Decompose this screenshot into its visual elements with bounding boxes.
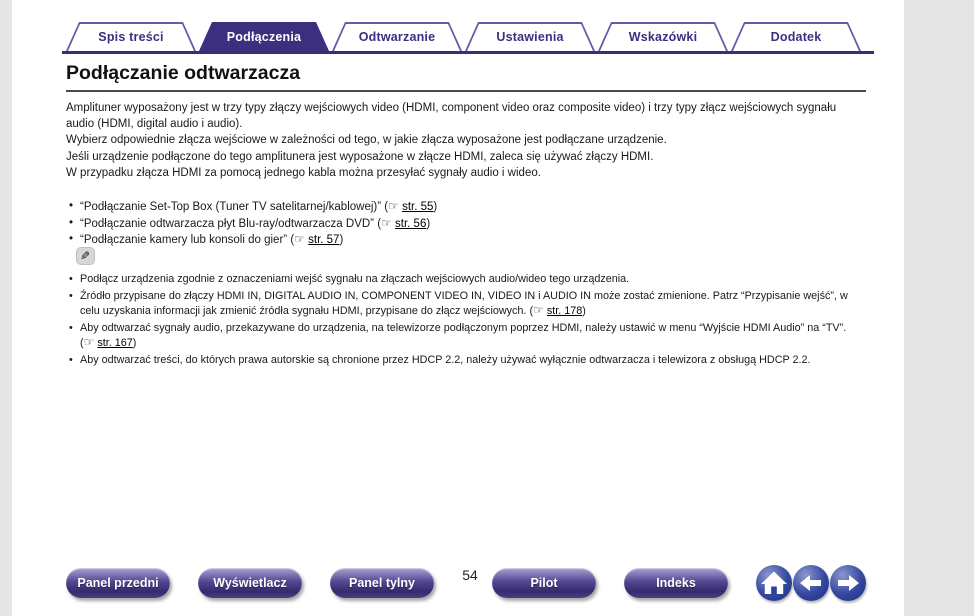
index-button[interactable]: Indeks — [624, 568, 728, 598]
note-pencil-icon — [76, 247, 95, 265]
paren: ) — [339, 234, 344, 246]
tab-label: Dodatek — [770, 29, 822, 44]
pointing-hand-icon: ☞ — [381, 215, 392, 230]
notes-list — [68, 272, 868, 369]
page-title: Podłączanie odtwarzacza — [66, 62, 301, 84]
paren: ) — [433, 201, 438, 213]
remote-button[interactable]: Pilot — [492, 568, 596, 598]
tab-label: Wskazówki — [628, 29, 698, 44]
note-item — [68, 353, 868, 368]
paren: ( — [377, 217, 382, 230]
arrow-right-icon — [830, 565, 866, 601]
tab-label: Spis treści — [98, 29, 164, 44]
link-title: “Podłączanie kamery lub konsoli do gier” — [80, 234, 288, 246]
tab-dodatek[interactable] — [731, 22, 861, 51]
pointing-hand-icon: ☞ — [388, 199, 399, 213]
pointing-hand-icon: ☞ — [294, 232, 305, 246]
note-item — [68, 321, 868, 351]
home-icon — [756, 565, 792, 601]
front-panel-button[interactable]: Panel przedni — [66, 568, 170, 598]
link-title: “Podłączanie odtwarzacza płyt Blu-ray/odtwarzacza DVD” — [80, 217, 375, 230]
paren: ( — [80, 337, 84, 349]
note-text: Aby odtwarzać sygnały audio, przekazywane do urządzenia, na telewizorze podłączonym poprzez HDMI, należy ustawić w menu “Wyjście HDMI Audio” na “TV”. — [80, 321, 847, 334]
paren: ( — [529, 305, 534, 317]
intro-paragraph: Wybierz odpowiednie złącza wejściowe w zależności od tego, w jakie złącza wyposażone jest podłączane urządzenie. — [66, 134, 667, 146]
tab-label: Odtwarzanie — [358, 29, 436, 44]
pointing-hand-icon: ☞ — [83, 335, 95, 349]
page-ref-link[interactable]: str. 57 — [308, 234, 340, 246]
paren: ) — [582, 305, 586, 317]
tab-label: Podłączenia — [226, 29, 302, 44]
page-ref-link[interactable]: str. 56 — [395, 217, 427, 230]
paren: ( — [290, 234, 295, 246]
home-button[interactable] — [756, 565, 792, 601]
related-links-list — [68, 199, 866, 249]
note-item — [68, 289, 868, 319]
note-text: Źródło przypisane do złączy HDMI IN, DIGITAL AUDIO IN, COMPONENT VIDEO IN, VIDEO IN i AUDIO IN może zostać zmienione. Patrz “Przypisanie wejść”, w celu uzyskania informacji jak zmienić źródła sygnału HDMI, przypisane do złącz wejściowych. — [80, 289, 848, 317]
tab-underline-bar — [62, 51, 874, 54]
note-text: Podłącz urządzenia zgodnie z oznaczeniami wejść sygnału na złączach wejściowych audio/wideo tego urządzenia. — [80, 273, 630, 285]
rear-panel-button[interactable]: Panel tylny — [330, 568, 434, 598]
intro-paragraph: W przypadku złącza HDMI za pomocą jednego kabla można przesyłać sygnały audio i wideo. — [66, 167, 541, 179]
forward-button[interactable] — [830, 565, 866, 601]
tab-odtwarzanie[interactable] — [332, 22, 462, 51]
display-button[interactable]: Wyświetlacz — [198, 568, 302, 598]
page-number: 54 — [462, 567, 478, 583]
paren: ( — [384, 201, 389, 213]
page-ref-link[interactable]: str. 178 — [546, 305, 583, 317]
note-text: Aby odtwarzać treści, do których prawa autorskie są chronione przez HDCP 2.2, należy używać wyłącznie odtwarzacza i telewizora z obsługą HDCP 2.2. — [80, 353, 811, 366]
intro-paragraph: Amplituner wyposażony jest w trzy typy złączy wejściowych video (HDMI, component video oraz composite video) i trzy typy złącz wejściowych sygnału audio (HDMI, digital audio i audio). — [66, 102, 837, 130]
tab-spis-tresci[interactable] — [66, 22, 196, 51]
pointing-hand-icon: ☞ — [533, 303, 544, 317]
paren: ) — [132, 337, 137, 349]
list-item — [68, 232, 866, 249]
list-item — [68, 216, 866, 233]
list-item — [68, 199, 866, 216]
paren: ) — [426, 217, 431, 230]
title-divider — [66, 90, 866, 92]
arrow-left-icon — [793, 565, 829, 601]
tab-ustawienia[interactable] — [465, 22, 595, 51]
page-ref-link[interactable]: str. 55 — [402, 201, 434, 213]
intro-paragraph: Jeśli urządzenie podłączone do tego amplitunera jest wyposażone w złącze HDMI, zaleca się używać złączy HDMI. — [66, 150, 654, 163]
page-ref-link[interactable]: str. 167 — [97, 337, 133, 349]
tab-label: Ustawienia — [496, 29, 564, 44]
tab-wskazowki[interactable] — [598, 22, 728, 51]
manual-page — [12, 0, 904, 616]
tab-podlaczenia[interactable] — [199, 22, 329, 51]
back-button[interactable] — [793, 565, 829, 601]
intro-text — [66, 101, 864, 183]
note-item — [68, 272, 868, 287]
pencil-glyph: ✎ — [80, 249, 91, 263]
link-title: “Podłączanie Set-Top Box (Tuner TV satelitarnej/kablowej)” — [80, 201, 382, 213]
